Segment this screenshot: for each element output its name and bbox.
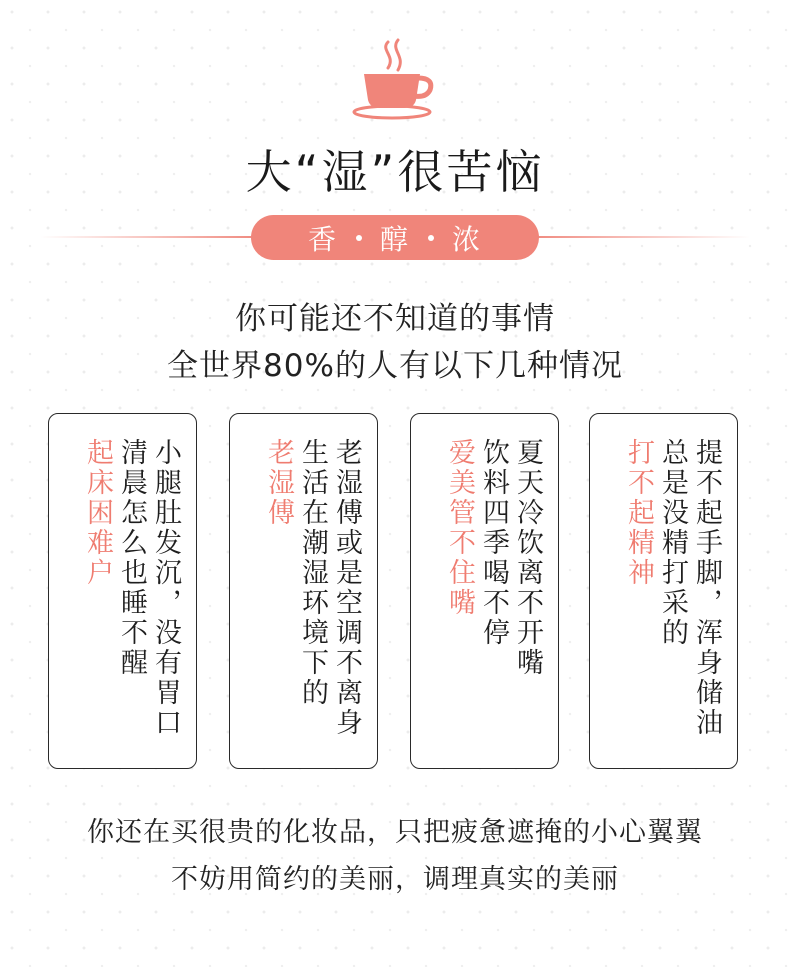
tagline-word: 醇: [379, 222, 410, 256]
symptom-card-2: [229, 413, 378, 769]
footer-line-1: 你还在买很贵的化妆品，只把疲惫遮掩的小心翼翼: [87, 817, 703, 848]
tagline-word: 浓: [452, 222, 483, 256]
card-text: 饮料四季喝不停: [478, 438, 509, 648]
card-label: 起床困难户: [82, 438, 113, 588]
card-label: 老湿傅: [263, 438, 294, 528]
card-text: 老湿傅或是空调不离身: [331, 438, 362, 738]
symptom-card-1: [48, 413, 197, 769]
page-title: 大“湿”很苦恼: [245, 145, 545, 199]
card-text-segment: 提不起手脚，: [691, 438, 722, 618]
card-text: 总是没精打采的: [657, 438, 688, 648]
card-text-segment: 小腿肚发沉，: [150, 438, 181, 618]
separator-dot-icon: [356, 235, 362, 241]
intro-line-2: 全世界80%的人有以下几种情况: [167, 348, 623, 384]
card-text: 夏天冷饮离不开嘴: [512, 438, 543, 678]
card-label: 打不起精神: [623, 438, 654, 588]
coffee-cup-icon: [350, 38, 440, 122]
card-text-segment: 浑身储油: [691, 618, 722, 738]
tagline-badge: [251, 215, 539, 260]
divider-right: [520, 236, 750, 238]
footer-line-2: 不妨用简约的美丽，调理真实的美丽: [171, 864, 619, 895]
card-text: 生活在潮湿环境下的: [297, 438, 328, 708]
separator-dot-icon: [428, 235, 434, 241]
tagline-word: 香: [307, 222, 338, 256]
card-text: 清晨怎么也睡不醒: [116, 438, 147, 678]
symptom-card-3: [410, 413, 559, 769]
card-text-segment: 没有胃口: [150, 618, 181, 738]
divider-left: [40, 236, 270, 238]
symptom-card-4: [589, 413, 738, 769]
card-text: [689, 438, 723, 738]
intro-line-1: 你可能还不知道的事情: [235, 301, 555, 337]
card-text: [148, 438, 182, 738]
card-label: 爱美管不住嘴: [444, 438, 475, 618]
